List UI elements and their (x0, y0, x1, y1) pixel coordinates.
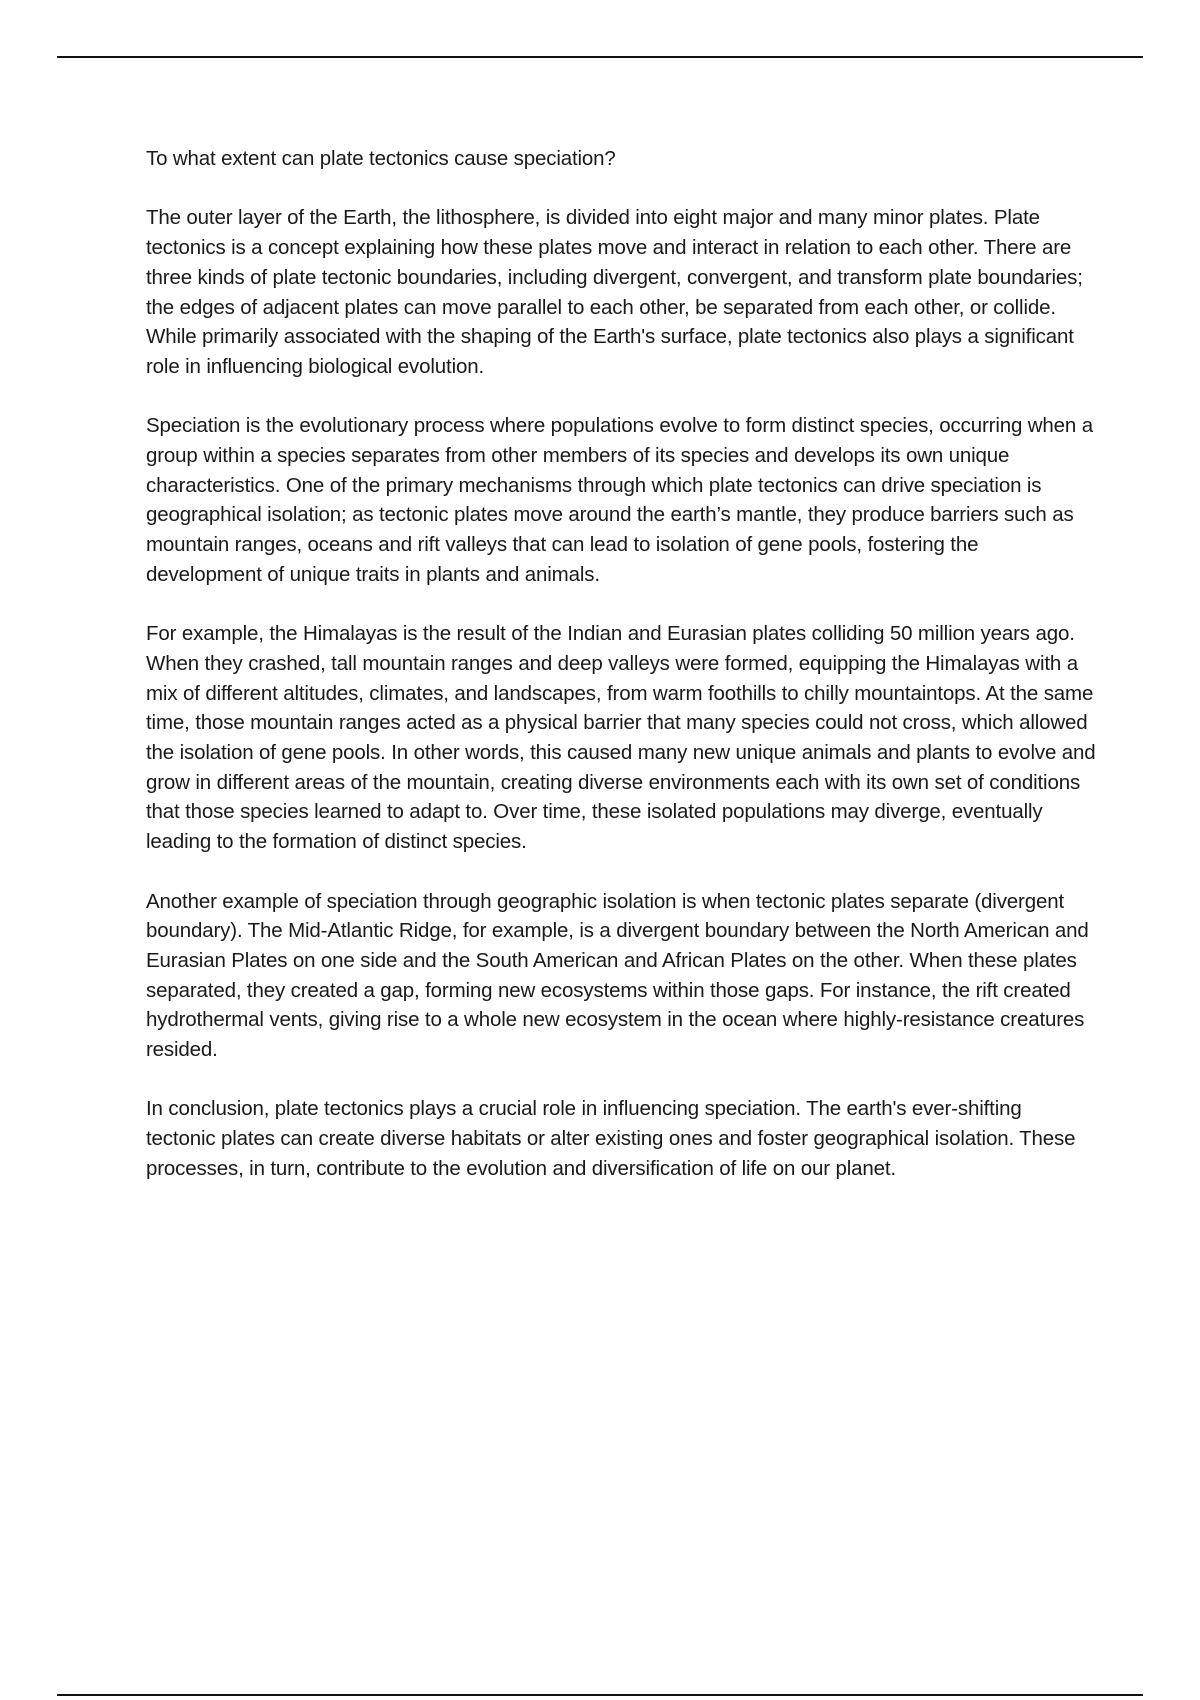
document-body (146, 144, 1096, 1213)
paragraph-himalayas: For example, the Himalayas is the result of the Indian and Eurasian plates colliding 50 million years ago. When they crashed, tall mountain ranges and deep valleys were formed, equipping the Himalayas with a mix of different altitudes, climates, and landscapes, from warm foothills to chilly mountaintops. At the same time, those mountain ranges acted as a physical barrier that many species could not cross, which allowed the isolation of gene pools. In other words, this caused many new unique animals and plants to evolve and grow in different areas of the mountain, creating diverse environments each with its own set of conditions that those species learned to adapt to. Over time, these isolated populations may diverge, eventually leading to the formation of distinct species. (146, 622, 1096, 854)
paragraph-speciation: Speciation is the evolutionary process where populations evolve to form distinct species, occurring when a group within a species separates from other members of its species and develops its own unique characteristics. One of the primary mechanisms through which plate tectonics can drive speciation is geographical isolation; as tectonic plates move around the earth’s mantle, they produce barriers such as mountain ranges, oceans and rift valleys that can lead to isolation of gene pools, fostering the development of unique traits in plants and animals. (146, 414, 1093, 586)
header-rule (57, 56, 1143, 58)
document-title: To what extent can plate tectonics cause speciation? (146, 147, 616, 170)
paragraph-mid-atlantic-ridge: Another example of speciation through geographic isolation is when tectonic plates separate (divergent boundary). The Mid-Atlantic Ridge, for example, is a divergent boundary between the North American and Eurasian Plates on one side and the South American and African Plates on the other. When these plates separated, they created a gap, forming new ecosystems within those gaps. For instance, the rift created hydrothermal vents, giving rise to a whole new ecosystem in the ocean where highly-resistance creatures resided. (146, 889, 1089, 1062)
paragraph-introduction: The outer layer of the Earth, the lithosphere, is divided into eight major and many minor plates. Plate tectonics is a concept explaining how these plates move and interact in relation to each other. There are three kinds of plate tectonic boundaries, including divergent, convergent, and transform plate boundaries; the edges of adjacent plates can move parallel to each other, be separated from each other, or collide. While primarily associated with the shaping of the Earth's surface, plate tectonics also plays a significant role in influencing biological evolution. (146, 206, 1083, 378)
paragraph-conclusion: In conclusion, plate tectonics plays a crucial role in influencing speciation. The earth's ever-shifting tectonic plates can create diverse habitats or alter existing ones and foster geographical isolation. These processes, in turn, contribute to the evolution and diversification of life on our planet. (146, 1097, 1076, 1180)
footer-rule (57, 1694, 1143, 1696)
